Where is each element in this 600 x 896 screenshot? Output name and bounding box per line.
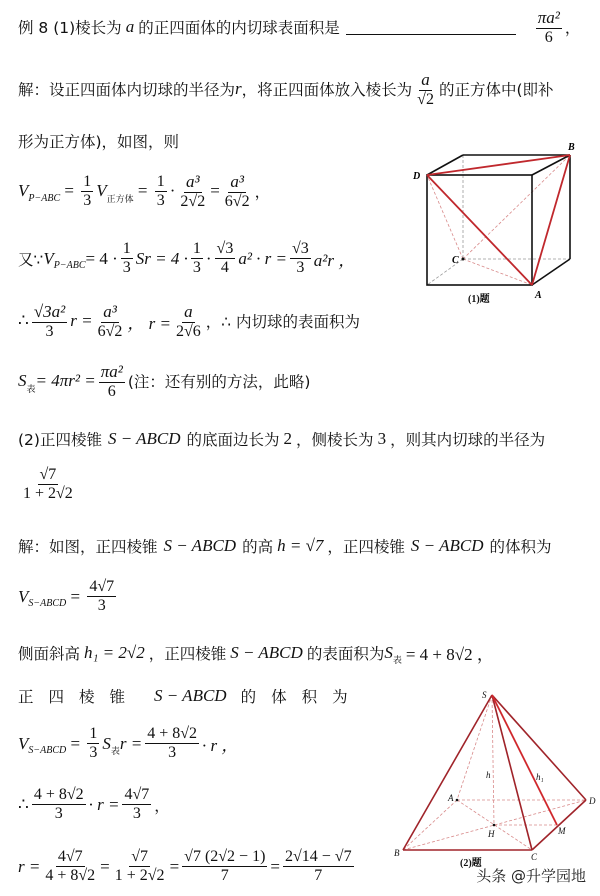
equation-surface-area: S 表 = 4πr² = $\frac{\text{πa²}}{6}$ (注：还有别的方法，此略) [18,362,311,400]
svg-text:S: S [482,690,487,700]
svg-text:C: C [531,852,538,862]
svg-text:A: A [448,793,454,803]
equation-pyramid-volume: V S−ABCD = $\frac{4√7}{3}$ [18,578,115,615]
solution1-line1: 解：设正四面体内切球的半径为 r ，将正四面体放入棱长为 $\frac{a}{√2}$ 的正方体中(即补 [18,70,554,108]
figure2-caption: (2)题 [460,858,482,869]
pyramid-figure [385,688,600,868]
svg-text:D: D [413,171,421,182]
figure1-caption: (1)题 [468,294,490,305]
problem2-line: (2)正四棱锥 S − ABCD 的底面边长为 2 ，侧棱长为 3 ，则其内切球的半径为 [18,429,546,449]
problem-label: 例 8 (1) [18,19,76,38]
equation-volume-sr2: V S−ABCD = $\frac{1}{3}$ S 表 r = $\frac{4 + 8√2}{3}$ · r ， [18,725,239,762]
problem2-answer: $\frac{√7}{1 + 2√2}$ [23,466,73,503]
svg-text:H: H [488,829,495,839]
equation-volume-pabc: V P−ABC = $\frac{1}{3}$ V 正方体 = $\frac{1}{3}$ · $\frac{\text{a³}}{2√2}$ = $\frac{\text{a³}}{6√2}$ ， [18,172,271,210]
svg-text:h₁: h₁ [536,772,544,782]
answer-blank [346,20,516,35]
solution2-line4: 正四棱锥 S − ABCD 的体积为 [18,686,363,706]
answer-fraction: $\frac{\text{πa²}}{6}$ [537,8,560,46]
solution2-line1: 解：如图，正四棱锥 S − ABCD 的高 h = √7 ，正四棱锥 S − ABCD 的体积为 [18,536,552,556]
watermark: 头条 @升学园地 [476,867,586,885]
svg-text:B: B [394,848,400,858]
svg-text:B: B [568,142,575,153]
equation-radius-result: r = $\frac{4√7}{4 + 8√2}$ = $\frac{√7}{1 + 2√2}$ = $\frac{√7 (2√2 - 1)}{7}$ = $\frac{2√14 - √7}{7}$ [18,848,352,885]
cube-figure [395,135,585,310]
svg-text:C: C [452,255,459,266]
equation-solve-r: ∴ $\frac{\text{√3a²}}{3}$ r = $\frac{\text{a³}}{6√2}$ ， r = $\frac{a}{2√6}$ ，∴ 内切球的表面积为 [18,302,361,340]
solution2-line3: 侧面斜高 h₁ = 2√2 ，正四棱锥 S − ABCD 的表面积为 S 表 = 4 + 8√2 ， [18,642,494,666]
solution1-line2: 形为正方体)，如图，则 [18,133,180,151]
svg-text:D: D [589,796,596,806]
equation-volume-sr: 又∵ V P−ABC = 4 · $\frac{1}{3}$ Sr = 4 · $\frac{1}{3}$ · $\frac{√3}{4}$ a² · r = $\frac{√3}{3}$ a²r ， [18,240,356,277]
svg-text:M: M [558,826,566,836]
problem1-line: 例 8 (1) 棱长为 a 的正四面体的内切球表面积是 $\frac{\text{πa²}}{6}$ ， [18,8,581,46]
svg-text:A: A [535,290,542,301]
svg-text:h: h [486,770,491,780]
equation-equate: ∴ $\frac{4 + 8√2}{3}$ · r = $\frac{4√7}{3}$ ， [18,786,170,823]
